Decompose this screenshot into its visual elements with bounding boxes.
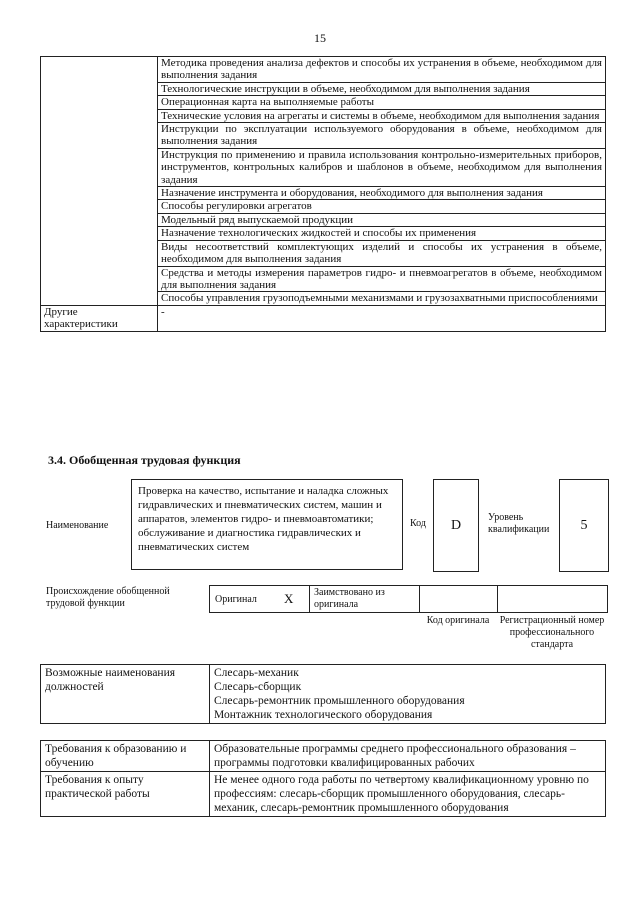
- table-row: [41, 665, 606, 724]
- list-item: Слесарь-механик: [214, 667, 299, 679]
- knowledge-item: Способы регулировки агрегатов: [158, 200, 606, 213]
- section-title: 3.4. Обобщенная трудовая функция: [48, 453, 241, 467]
- education-value: Образовательные программы среднего профессионального образования – программы подготовки квалифицированных рабочих: [210, 741, 606, 772]
- name-label: Наименование: [46, 520, 109, 531]
- qualification-level-label: Уровень квалификации: [488, 512, 550, 535]
- education-label: Требования к образованию и обучению: [41, 741, 210, 772]
- knowledge-item: Модельный ряд выпускаемой продукции: [158, 213, 606, 226]
- table-row: [41, 741, 606, 772]
- reg-number-caption: Регистрационный номер профессионального стандарта: [499, 615, 605, 650]
- knowledge-item: Методика проведения анализа дефектов и способы их устранения в объеме, необходимом для выполнения задания: [158, 57, 606, 83]
- original-mark: X: [284, 591, 294, 606]
- positions-list: [210, 665, 606, 724]
- code-label: Код: [410, 518, 426, 529]
- knowledge-table: [40, 56, 606, 332]
- borrowed-label: Заимствовано из оригинала: [314, 587, 385, 610]
- borrowed-cell: [310, 586, 420, 612]
- table-row: [41, 772, 606, 817]
- experience-value: Не менее одного года работы по четвертому квалификационному уровню по профессиям: слесарь-сборщик промышленного оборудования, слесарь-механик, слесарь-ремонтник промышленного оборудования: [210, 772, 606, 817]
- code-value: D: [433, 479, 479, 572]
- knowledge-item: Технические условия на агрегаты и системы в объеме, необходимом для выполнения задания: [158, 109, 606, 122]
- knowledge-item: Назначение инструмента и оборудования, необходимого для выполнения задания: [158, 187, 606, 200]
- original-label: Оригинал: [215, 594, 257, 605]
- knowledge-item: Инструкции по эксплуатации используемого оборудования в объеме, необходимом для выполнения задания: [158, 123, 606, 149]
- knowledge-item: Способы управления грузоподъемными механизмами и грузозахватными приспособлениями: [158, 292, 606, 305]
- other-characteristics-value: -: [158, 305, 606, 331]
- positions-table: [40, 664, 606, 724]
- original-cell: [210, 586, 310, 612]
- table-row: [41, 57, 606, 83]
- knowledge-item: Виды несоответствий комплектующих изделий и способы их устранения в объеме, необходимом для выполнения задания: [158, 240, 606, 266]
- list-item: Монтажник технологического оборудования: [214, 709, 433, 721]
- knowledge-item: Назначение технологических жидкостей и способы их применения: [158, 227, 606, 240]
- list-item: Слесарь-ремонтник промышленного оборудования: [214, 695, 465, 707]
- knowledge-item: Операционная карта на выполняемые работы: [158, 96, 606, 109]
- row-label-empty: [41, 57, 158, 306]
- qualification-level-value: 5: [559, 479, 609, 572]
- table-row: [41, 305, 606, 331]
- requirements-table: [40, 740, 606, 817]
- origin-row: [209, 585, 608, 613]
- positions-label: Возможные наименования должностей: [41, 665, 210, 724]
- list-item: Слесарь-сборщик: [214, 681, 302, 693]
- code-original-cell: [420, 586, 498, 612]
- code-original-caption: Код оригинала: [426, 615, 490, 626]
- knowledge-item: Инструкция по применению и правила использования контрольно-измерительных приборов, инструментов, контрольных калибров и шаблонов в объеме, необходимом для выполнения задания: [158, 148, 606, 186]
- function-name-box: Проверка на качество, испытание и наладка сложных гидравлических и пневматических систем, машин и аппаратов, элементов гидро- и пневмоавтоматики; обслуживание и диагностика гидравлических и пневматических систем: [131, 479, 403, 570]
- experience-label: Требования к опыту практической работы: [41, 772, 210, 817]
- knowledge-item: Средства и методы измерения параметров гидро- и пневмоагрегатов в объеме, необходимом для выполнения задания: [158, 266, 606, 292]
- origin-label: Происхождение обобщенной трудовой функции: [46, 586, 170, 609]
- page-number: 15: [314, 31, 326, 45]
- knowledge-item: Технологические инструкции в объеме, необходимом для выполнения задания: [158, 82, 606, 95]
- other-characteristics-label: Другие характеристики: [41, 305, 158, 331]
- reg-number-cell: [498, 586, 607, 612]
